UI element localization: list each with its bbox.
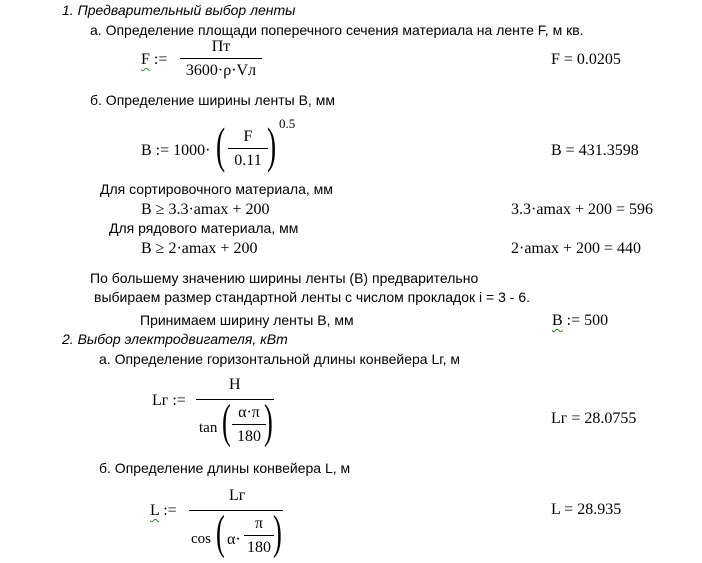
- l-open-paren: (: [216, 506, 225, 559]
- l-assign: :=: [163, 502, 177, 519]
- lg-result: Lг = 28.0755: [551, 410, 637, 427]
- lg-numerator: H: [229, 376, 241, 393]
- section-1-title: 1. Предварительный выбор ленты: [62, 2, 296, 18]
- sorting-evaluation: 3.3·amax + 200 = 596: [511, 201, 654, 218]
- l-lhs: [150, 502, 177, 520]
- l-numerator: Lг: [229, 487, 246, 504]
- ordinary-evaluation: 2·amax + 200 = 440: [511, 240, 642, 257]
- lg-close-paren: ): [264, 395, 273, 448]
- note-line-2: выбираем размер стандартной ленты с числом прокладок i = 3 - 6.: [94, 289, 530, 305]
- lg-open-paren: (: [222, 395, 231, 448]
- l-inner-numerator: π: [254, 515, 264, 532]
- b-fraction: [228, 128, 268, 170]
- lg-inner-numerator: α·π: [238, 404, 260, 421]
- f-numerator: Пт: [211, 38, 231, 55]
- lg-function: tan: [199, 420, 218, 436]
- b-exponent: 0.5: [279, 116, 296, 131]
- f-result: F = 0.0205: [551, 51, 621, 68]
- f-denominator: 3600·ρ·Vл: [185, 62, 257, 79]
- b-lhs: B := 1000·: [141, 142, 211, 159]
- section-2-title: 2. Выбор электродвигателя, кВт: [62, 331, 288, 347]
- lg-lhs: Lг :=: [152, 392, 186, 409]
- l-alpha: α·: [227, 531, 241, 548]
- f-assign: :=: [153, 51, 168, 68]
- sorting-inequality: B ≥ 3.3·amax + 200: [141, 201, 270, 218]
- l-close-paren: ): [273, 506, 282, 559]
- section-2a-text: а. Определение горизонтальной длины конвейера Lг, м: [99, 351, 461, 367]
- b-denominator: 0.11: [234, 152, 262, 169]
- lg-inner-fraction: [232, 404, 266, 446]
- b-open-paren: (: [216, 117, 226, 173]
- ordinary-material-text: Для рядового материала, мм: [109, 220, 299, 236]
- l-symbol: L: [150, 502, 160, 519]
- f-fraction: [180, 38, 262, 80]
- section-2b-text: б. Определение длины конвейера L, м: [99, 460, 351, 476]
- lg-fraction-bar: [196, 399, 274, 400]
- b-assign-symbol: B: [552, 312, 563, 329]
- b-assign: [552, 312, 608, 330]
- b-numerator: F: [243, 128, 253, 145]
- section-1a-text: а. Определение площади поперечного сечения материала на ленте F, м кв.: [90, 22, 584, 38]
- f-symbol: F: [141, 51, 150, 68]
- b-close-paren: ): [267, 117, 277, 173]
- l-inner-denominator: 180: [247, 539, 271, 556]
- l-inner-fraction: [244, 515, 274, 557]
- b-assign-value: := 500: [566, 312, 609, 329]
- b-result: B = 431.3598: [551, 142, 639, 159]
- sorting-material-text: Для сортировочного материала, мм: [100, 181, 333, 197]
- f-lhs: [141, 51, 167, 69]
- lg-inner-denominator: 180: [237, 428, 261, 445]
- l-fraction-bar: [189, 510, 283, 511]
- section-1b-text: б. Определение ширины ленты В, мм: [90, 92, 335, 108]
- l-function: cos: [191, 531, 211, 547]
- ordinary-inequality: B ≥ 2·amax + 200: [141, 240, 258, 257]
- accept-width-text: Принимаем ширину ленты В, мм: [140, 312, 354, 328]
- note-line-1: По большему значению ширины ленты (В) предварительно: [90, 270, 479, 286]
- l-result: L = 28.935: [551, 501, 622, 518]
